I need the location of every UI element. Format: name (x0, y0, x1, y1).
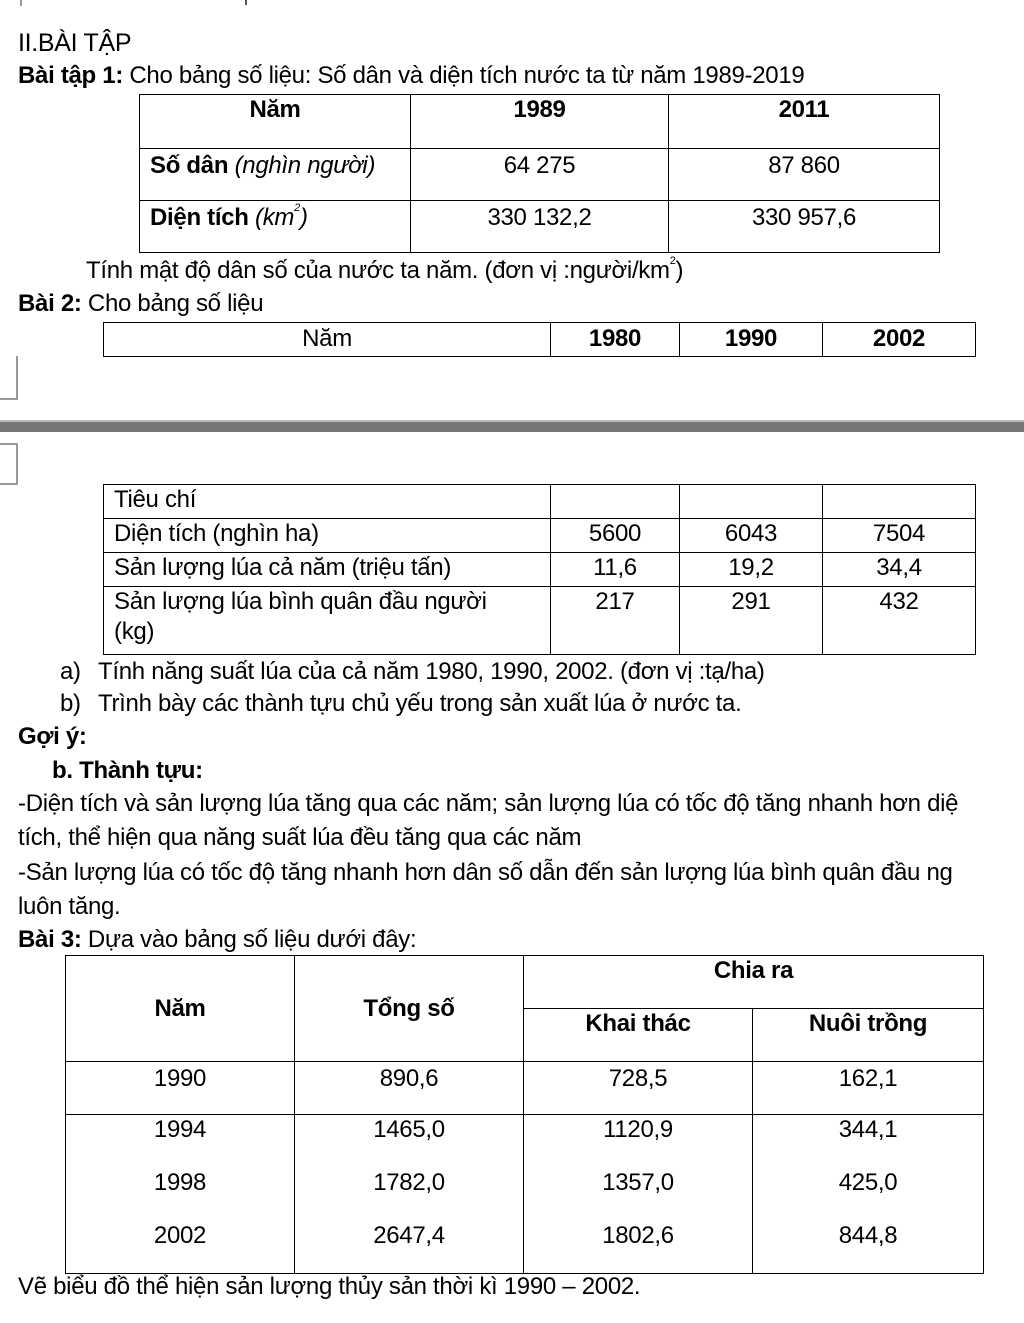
hint-label: Gợi ý: (18, 723, 87, 750)
exercise-2-title (18, 289, 263, 319)
table-cell: 6043 (680, 519, 823, 553)
table-cell: 330 957,6 (669, 201, 940, 253)
table-cell: 1120,9 (524, 1115, 753, 1168)
fishery-table (65, 955, 984, 1274)
table-cell: 291 (680, 587, 823, 655)
table-row (140, 149, 940, 201)
exercise-1-task: Tính mật độ dân số của nước ta năm. (đơn vị $:người/km^2$) (86, 255, 684, 284)
table-cell: 87 860 (669, 149, 940, 201)
table-cell (551, 485, 680, 519)
table-cell: Tổng số (295, 956, 524, 1062)
table-cell: 425,0 (753, 1168, 984, 1221)
table-cell: Sản lượng lúa cả năm (triệu tấn) (104, 553, 551, 587)
section-heading: II.BÀI TẬP (18, 29, 132, 57)
table-cell: Chia ra (524, 956, 984, 1009)
table-cell: Năm (104, 323, 551, 357)
task-b: Trình bày các thành tựu chủ yếu trong sản xuất lúa ở nước ta. (98, 690, 742, 717)
table-cell: 5600 (551, 519, 680, 553)
table-cell: 1989 (411, 95, 669, 149)
table-cell: 1990 (680, 323, 823, 357)
table-cell: Năm (66, 956, 295, 1062)
table-cell: 1802,6 (524, 1221, 753, 1274)
paragraph-line: -Sản lượng lúa có tốc độ tăng nhanh hơn dân số dẫn đến sản lượng lúa bình quân đầu ng (18, 859, 953, 886)
table-cell: Diện tích (nghìn ha) (104, 519, 551, 553)
table-cell: 344,1 (753, 1115, 984, 1168)
paragraph-line: luôn tăng. (18, 893, 121, 920)
page-edge-mark (245, 0, 247, 5)
table-header-row (140, 95, 940, 149)
table-cell (680, 485, 823, 519)
table-row (66, 1221, 984, 1274)
table-cell: Năm (140, 95, 411, 149)
table-cell: Khai thác (524, 1009, 753, 1062)
table-cell: 34,4 (823, 553, 976, 587)
task-a: Tính năng suất lúa của cả năm 1980, 1990, 2002. (đơn vị :tạ/ha) (98, 658, 765, 685)
table-row (104, 553, 976, 587)
table-cell: 2002 (66, 1221, 295, 1274)
table-cell (823, 485, 976, 519)
exercise-1-text: Cho bảng số liệu: Số dân và diện tích nước ta từ năm 1989-2019 (123, 62, 805, 89)
exercise-3-text: Dựa vào bảng số liệu dưới đây: (81, 926, 417, 953)
table-header-row (104, 323, 976, 357)
table-row (104, 519, 976, 553)
table-cell: 2647,4 (295, 1221, 524, 1274)
table-row (66, 1168, 984, 1221)
table-cell: 2002 (823, 323, 976, 357)
table-cell: 1998 (66, 1168, 295, 1221)
table-row (140, 201, 940, 253)
table-cell: 2011 (669, 95, 940, 149)
table-cell: 890,6 (295, 1062, 524, 1115)
table-row (66, 1062, 984, 1115)
table-cell: Diện tích $(km^2)$ (140, 201, 411, 253)
table-cell: 330 132,2 (411, 201, 669, 253)
achievements-label: b. Thành tựu: (52, 757, 203, 784)
task-b-marker: b) (60, 690, 81, 717)
page-break-separator (0, 422, 1024, 432)
table-cell: 1357,0 (524, 1168, 753, 1221)
table-cell: 7504 (823, 519, 976, 553)
exercise-1-title (18, 61, 804, 91)
table-cell: 844,8 (753, 1221, 984, 1274)
exercise-2-label: Bài 2: (18, 290, 82, 317)
table-cell: 1782,0 (295, 1168, 524, 1221)
page-break-mark (0, 443, 18, 485)
table-cell: Nuôi trồng (753, 1009, 984, 1062)
exercise-3-title (18, 925, 416, 955)
table-row (104, 587, 976, 655)
exercise-3-task: Vẽ biểu đồ thể hiện sản lượng thủy sản thời kì 1990 – 2002. (18, 1273, 641, 1300)
page-edge-mark (0, 0, 22, 6)
table-cell: 1980 (551, 323, 680, 357)
exercise-1-label: Bài tập 1: (18, 62, 124, 89)
rice-table-header (103, 322, 976, 357)
table-cell: 11,6 (551, 553, 680, 587)
paragraph-line: -Diện tích và sản lượng lúa tăng qua các năm; sản lượng lúa có tốc độ tăng nhanh hơn diệ (18, 790, 959, 817)
table-cell: 1994 (66, 1115, 295, 1168)
task-a-marker: a) (60, 658, 81, 685)
exercise-3-label: Bài 3: (18, 926, 82, 953)
table-cell: 217 (551, 587, 680, 655)
table-cell: Số dân (nghìn người) (140, 149, 411, 201)
table-row (66, 1115, 984, 1168)
table-header-row (66, 956, 984, 1009)
table-cell: 1465,0 (295, 1115, 524, 1168)
exercise-2-text: Cho bảng số liệu (81, 290, 264, 317)
table-cell: 162,1 (753, 1062, 984, 1115)
page-break-mark (0, 356, 18, 400)
table-cell: 1990 (66, 1062, 295, 1115)
population-area-table (139, 94, 940, 253)
table-cell: 432 (823, 587, 976, 655)
table-cell: 728,5 (524, 1062, 753, 1115)
table-cell: 64 275 (411, 149, 669, 201)
table-cell: 19,2 (680, 553, 823, 587)
table-cell: Sản lượng lúa bình quân đầu người (kg) (104, 587, 551, 655)
rice-table-body (103, 484, 976, 655)
table-cell: Tiêu chí (104, 485, 551, 519)
table-row (104, 485, 976, 519)
paragraph-line: tích, thể hiện qua năng suất lúa đều tăng qua các năm (18, 824, 582, 851)
